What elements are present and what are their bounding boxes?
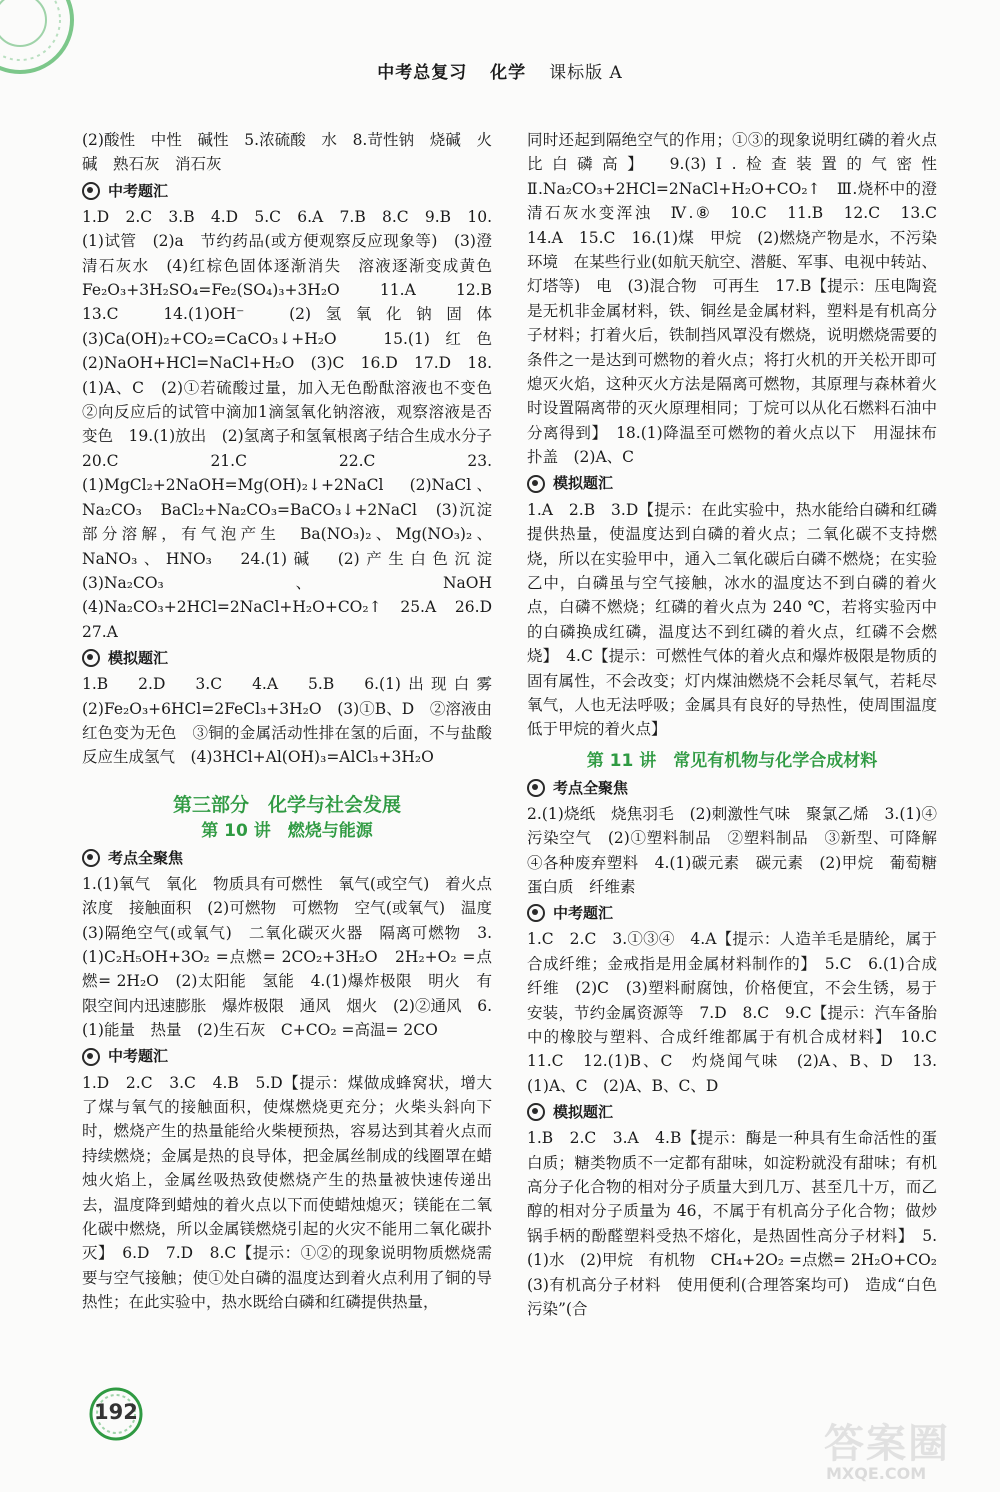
answer-paragraph: 2.(1)烧纸 烧焦羽毛 (2)刺激性气味 聚氯乙烯 3.(1)④污染空气 (2)①塑料制品 ②塑料制品 ③新型、可降解 ④各种废弃塑料 4.(1)碳元素 碳元素 (2)甲烷 葡萄糖 蛋白质 纤维素 — [527, 804, 953, 896]
watermark-url: MXQE.COM — [826, 1464, 927, 1483]
section-heading: 模拟题汇 — [527, 1100, 937, 1124]
section-heading: 考点全聚焦 — [82, 846, 492, 870]
section-bullet-icon — [82, 182, 100, 200]
right-column — [527, 128, 953, 1321]
lecture-title: 第 11 讲 常见有机物与化学合成材料 — [586, 750, 878, 771]
running-header — [0, 58, 1000, 83]
section-bullet-icon — [82, 849, 100, 867]
section-bullet-icon — [527, 779, 545, 797]
watermark-text: 答案圈 — [824, 1421, 950, 1467]
section-heading: 模拟题汇 — [527, 472, 937, 496]
answer-paragraph: 1.D 2.C 3.C 4.B 5.D【提示：煤做成蜂窝状，增大了煤与氧气的接触面积，使煤燃烧更充分；火柴头斜向下时，燃烧产生的热量能给火柴梗预热，容易达到其着火点而持续燃烧；金属是热的良导体，把金属丝制成的线圈罩在蜡烛火焰上，金属丝吸热致使燃烧产生的热量被快速传递出去，温度降到蜡烛的着火点以下而使蜡烛熄灭；镁能在二氧化碳中燃烧，所以金属镁燃烧引起的火灾不能用二氧化碳扑灭】 6.D 7.D 8.C【提示：①②的现象说明物质燃烧需要与空气接触；使①处白磷的温度达到着火点利用了铜的导热性；在此实验中，热水既给白磷和红磷提供热量， — [82, 1073, 492, 1312]
section-bullet-icon — [527, 904, 545, 922]
header-book-title: 中考总复习 — [377, 63, 468, 83]
section-bullet-icon — [527, 1103, 545, 1121]
answer-paragraph: 1.A 2.B 3.D【提示：在此实验中，热水能给白磷和红磷提供热量，使温度达到白磷的着火点；二氧化碳不支持燃烧，所以在实验甲中，通入二氧化碳后白磷不燃烧；在实验乙中，白磷虽与空气接触，冰水的温度达不到白磷的着火点，白磷不燃烧；红磷的着火点为 240 ℃，若将实验丙中的白磷换成红磷，温度达不到红磷的着火点，红磷不会燃烧】 4.C【提示：可燃性气体的着火点和爆炸极限是物质的固有属性，不会改变；灯内煤油燃烧不会耗尽氧气，若耗尽氧气，人也无法呼吸；金属具有良好的导热性，使周围温度低于甲烷的着火点】 — [527, 500, 937, 739]
page-number: 192 — [94, 1400, 138, 1424]
section-heading: 中考题汇 — [82, 1045, 492, 1069]
answer-paragraph: 1.C 2.C 3.①③④ 4.A【提示：人造羊毛是腈纶，属于合成纤维；金戒指是用金属材料制作的】 5.C 6.(1)合成纤维 (2)C (3)塑料耐腐蚀，价格便宜，不会生锈，易于安装，节约金属资源等 7.D 8.C 9.C【提示：汽车备胎中的橡胶与塑料、合成纤维都属于有机合成材料】 10.C 11.C 12.(1)B、C 灼烧闻气味 (2)A、B、D 13.(1)A、C (2)A、B、C、D — [527, 930, 953, 1095]
header-subject: 化学 — [490, 63, 527, 83]
section-bullet-icon — [82, 1048, 100, 1066]
answer-paragraph: 1.B 2.C 3.A 4.B【提示：酶是一种具有生命活性的蛋白质；糖类物质不一定都有甜味，如淀粉就没有甜味；有机高分子化合物的相对分子质量大到几万、甚至几十万，而乙醇的相对分子质量为 46，不属于有机高分子化合物；做炒锅手柄的酚醛塑料受热不熔化，是热固性高分子材料】 5.(1)水 (2)甲烷 有机物 CH₄+2O₂ =点燃= 2H₂O+CO₂ (3)有机高分子材料 使用便利(合理答案均可) 造成“白色污染”(合 — [527, 1129, 953, 1319]
section-heading: 考点全聚焦 — [527, 776, 937, 800]
section-bullet-icon — [82, 649, 100, 667]
answer-paragraph: 1.B 2.D 3.C 4.A 5.B 6.(1)出现白雾 (2)Fe₂O₃+6HCl=2FeCl₃+3H₂O (3)①B、D ②溶液由红色变为无色 ③铜的金属活动性排在氢的后面，不与盐酸反应生成氢气 (4)3HCl+Al(OH)₃=AlCl₃+3H₂O — [82, 675, 508, 767]
answer-paragraph: 1.(1)氧气 氧化 物质具有可燃性 氧气(或空气) 着火点 浓度 接触面积 (2)可燃物 可燃物 空气(或氧气) 温度 (3)隔绝空气(或氧气) 二氧化碳灭火器 隔离可燃物 3.(1)C₂H₅OH+3O₂ =点燃= 2CO₂+3H₂O 2H₂+O₂ =点燃= 2H₂O (2)太阳能 氢能 4.(1)爆炸极限 明火 有限空间内迅速膨胀 爆炸极限 通风 烟火 (2)②通风 6.(1)能量 热量 (2)生石灰 C+CO₂ =高温= 2CO — [82, 874, 508, 1040]
section-heading: 中考题汇 — [527, 901, 937, 925]
section-heading: 中考题汇 — [82, 179, 492, 203]
page-number-badge — [86, 1386, 156, 1442]
lecture-title: 第 10 讲 燃烧与能源 — [201, 820, 373, 841]
section-heading: 模拟题汇 — [82, 646, 492, 670]
part-title: 第三部分 化学与社会发展 — [172, 793, 401, 816]
answer-paragraph: 同时还起到隔绝空气的作用；①③的现象说明红磷的着火点比白磷高】 9.(3)Ⅰ.检查装置的气密性 Ⅱ.Na₂CO₃+2HCl=2NaCl+H₂O+CO₂↑ Ⅲ.烧杯中的澄清石灰水变浑浊 Ⅳ.⑧ 10.C 11.B 12.C 13.C 14.A 15.C 16.(1)煤 甲烷 (2)燃烧产物是水，不污染环境 在某些行业(如航天航空、潜艇、军事、电视中转站、灯塔等) 电 (3)混合物 可再生 17.B【提示：压电陶瓷是无机非金属材料，铁、铜丝是金属材料，塑料是有机高分子材料；打着火后，铁制挡风罩没有燃烧，说明燃烧需要的条件之一是达到可燃物的着火点；将打火机的开关松开即可熄灭火焰，这种灭火方法是隔离可燃物，其原理与森林着火时设置隔离带的灭火原理相同；丁烷可以从化石燃料石油中分离得到】 18.(1)降温至可燃物的着火点以下 用湿抹布扑盖 (2)A、C — [527, 131, 953, 467]
site-watermark — [818, 1412, 988, 1490]
answer-paragraph: 1.D 2.C 3.B 4.D 5.C 6.A 7.B 8.C 9.B 10.(1)试管 (2)a 节约药品(或方便观察反应现象等) (3)澄清石灰水 (4)红棕色固体逐渐消失 溶液逐渐变成黄色 Fe₂O₃+3H₂SO₄=Fe₂(SO₄)₃+3H₂O 11.A 12.B 13.C 14.(1)OH⁻ (2)氢氧化钠固体 (3)Ca(OH)₂+CO₂=CaCO₃↓+H₂O 15.(1)红色 (2)NaOH+HCl=NaCl+H₂O (3)C 16.D 17.D 18.(1)A、C (2)①若硫酸过量，加入无色酚酞溶液也不变色 ②向反应后的试管中滴加1滴氢氧化钠溶液，观察溶液是否变色 19.(1)放出 (2)氢离子和氢氧根离子结合生成水分子 20.C 21.C 22.C 23.(1)MgCl₂+2NaOH=Mg(OH)₂↓+2NaCl (2)NaCl、Na₂CO₃ BaCl₂+Na₂CO₃=BaCO₃↓+2NaCl (3)沉淀部分溶解，有气泡产生 Ba(NO₃)₂、Mg(NO₃)₂、NaNO₃、HNO₃ 24.(1)碱 (2)产生白色沉淀 (3)Na₂CO₃、NaOH (4)Na₂CO₃+2HCl=2NaCl+H₂O+CO₂↑ 25.A 26.D 27.A — [82, 207, 508, 641]
left-column — [82, 128, 508, 1315]
answer-paragraph: (2)酸性 中性 碱性 5.浓硫酸 水 8.苛性钠 烧碱 火碱 熟石灰 消石灰 — [82, 131, 492, 174]
section-bullet-icon — [527, 475, 545, 493]
header-edition: 课标版 A — [549, 63, 623, 83]
